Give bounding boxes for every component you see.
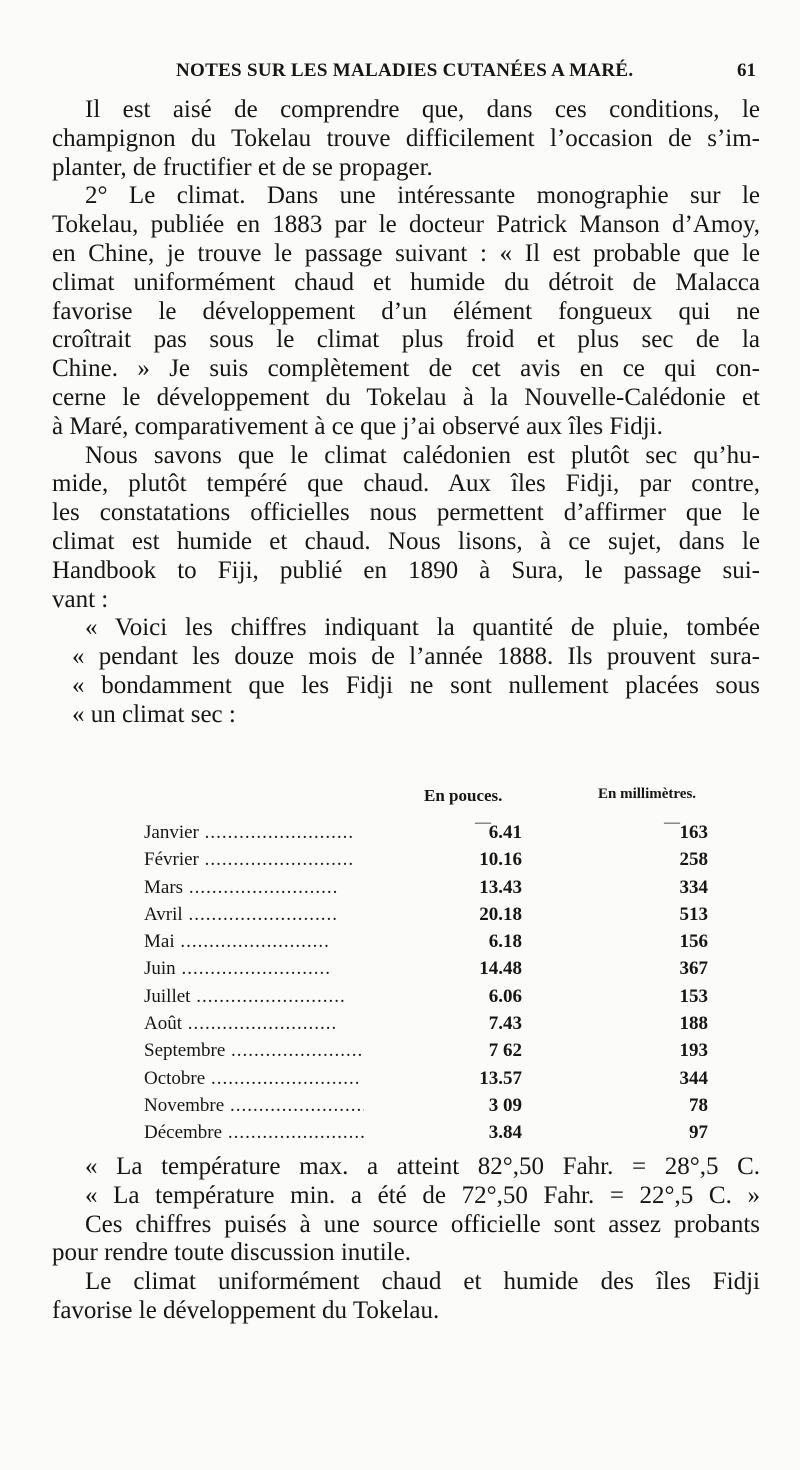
inches-cell: 6.18: [488, 931, 522, 953]
text-line: Chine. » Je suis complètement de cet avis en ce qui con-: [52, 355, 760, 383]
millimeters-cell: 97: [689, 1122, 708, 1144]
table-row: [52, 1122, 760, 1149]
month-cell: Septembre .....: [144, 1040, 364, 1062]
inches-cell: 7.43: [488, 1013, 522, 1035]
text-line: croîtrait pas sous le climat plus froid et plus sec de la: [52, 326, 760, 354]
millimeters-cell: 367: [679, 958, 708, 980]
inches-cell: 3.84: [488, 1122, 522, 1144]
quote-line: « Voici les chiffres indiquant la quantité de pluie, tombée: [85, 614, 760, 642]
text-line: vant :: [52, 585, 109, 613]
month-cell: Mai .....: [144, 931, 364, 953]
inches-cell: 13.43: [479, 876, 522, 898]
inches-cell: 14.48: [479, 958, 522, 980]
inches-cell: 6.41: [488, 822, 522, 843]
inches-cell: 3 09: [488, 1094, 522, 1116]
table-row: [52, 931, 760, 958]
text-line: mide, plutôt tempéré que chaud. Aux îles Fidji, par contre,: [52, 470, 760, 498]
text-line: Tokelau, publiée en 1883 par le docteur Patrick Manson d’Amoy,: [52, 211, 760, 239]
page-number: 61: [737, 60, 756, 81]
closing-text: [52, 1152, 760, 1325]
text-line: pour rendre toute discussion inutile.: [52, 1239, 411, 1267]
millimeters-cell: 163: [679, 822, 708, 843]
text-line: Il est aisé de comprendre que, dans ces conditions, le: [85, 96, 760, 123]
column-header-millimeters: En millimètres.: [598, 786, 697, 802]
text-line: Le climat uniformément chaud et humide des îles Fidji: [85, 1268, 760, 1296]
millimeters-cell: 334: [679, 876, 708, 898]
text-line: Handbook to Fiji, publié en 1890 à Sura, le passage sui-: [52, 556, 760, 584]
millimeters-cell: 258: [679, 849, 708, 871]
text-line: planter, de fructifier et de se propager.: [52, 153, 433, 181]
millimeters-cell: 78: [689, 1094, 708, 1116]
column-rule: —: [664, 814, 680, 831]
text-line: à Maré, comparativement à ce que j’ai observé aux îles Fidji.: [52, 412, 663, 440]
month-cell: Juillet .....: [144, 986, 364, 1008]
inches-cell: 10.16: [479, 849, 522, 871]
millimeters-cell: 153: [679, 985, 708, 1007]
table-body: [52, 822, 760, 1150]
millimeters-cell: 156: [679, 931, 708, 953]
millimeters-cell: 188: [679, 1013, 708, 1035]
month-cell: Octobre .....: [144, 1068, 364, 1090]
month-cell: Mars .....: [144, 877, 364, 899]
table-row: [52, 877, 760, 904]
table-row: [52, 1095, 760, 1122]
column-header-inches: En pouces.: [424, 786, 503, 805]
table-row: [52, 958, 760, 985]
quote-line: « bondamment que les Fidji ne sont nullement placées sous: [72, 671, 760, 699]
table-row: [52, 822, 760, 849]
table-row: [52, 986, 760, 1013]
millimeters-cell: 513: [679, 903, 708, 925]
month-cell: Juin .....: [144, 958, 364, 980]
text-line: favorise le développement du Tokelau.: [52, 1296, 440, 1324]
table-row: [52, 849, 760, 876]
text-line: climat est humide et chaud. Nous lisons, à ce sujet, dans le: [52, 527, 760, 555]
month-cell: Avril .....: [144, 904, 364, 926]
table-row: [52, 1068, 760, 1095]
inches-cell: 13.57: [479, 1067, 522, 1089]
running-header: [176, 60, 756, 88]
inches-cell: 20.18: [479, 903, 522, 925]
month-cell: Août .....: [144, 1013, 364, 1035]
text-line: 2° Le climat. Dans une intéressante monographie sur le: [85, 182, 760, 210]
text-line: champignon du Tokelau trouve difficilement l’occasion de s’im-: [52, 124, 760, 152]
text-line: cerne le développement du Tokelau à la Nouvelle-Calédonie et: [52, 383, 760, 411]
month-cell: Décembre .....: [144, 1122, 364, 1144]
main-text: [52, 96, 760, 730]
millimeters-cell: 193: [679, 1040, 708, 1062]
month-cell: Février .....: [144, 849, 364, 871]
table-row: [52, 1040, 760, 1067]
month-cell: Janvier .....: [144, 822, 364, 844]
temperature-min-line: « La température min. a été de 72°,50 Fahr. = 22°,5 C. »: [85, 1181, 760, 1209]
millimeters-cell: 344: [679, 1067, 708, 1089]
text-line: les constatations officielles nous permettent d’affirmer que le: [52, 499, 760, 527]
month-cell: Novembre .....: [144, 1095, 364, 1117]
text-line: en Chine, je trouve le passage suivant : « Il est probable que le: [52, 239, 760, 267]
text-line: climat uniformément chaud et humide du détroit de Malacca: [52, 268, 760, 296]
quote-line: « un climat sec :: [72, 700, 236, 728]
inches-cell: 6.06: [488, 985, 522, 1007]
text-line: Nous savons que le climat calédonien est plutôt sec qu’hu-: [85, 441, 760, 469]
inches-cell: 7 62: [488, 1040, 522, 1062]
temperature-max-line: « La température max. a atteint 82°,50 Fahr. = 28°,5 C.: [85, 1153, 760, 1180]
quote-line: « pendant les douze mois de l’année 1888. Ils prouvent sura-: [72, 643, 760, 671]
column-rule: —: [475, 814, 491, 831]
table-row: [52, 1013, 760, 1040]
text-line: Ces chiffres puisés à une source officielle sont assez probants: [85, 1210, 760, 1238]
table-row: [52, 904, 760, 931]
running-title: NOTES SUR LES MALADIES CUTANÉES A MARÉ.: [176, 60, 634, 81]
text-line: favorise le développement d’un élément fongueux qui ne: [52, 297, 760, 325]
